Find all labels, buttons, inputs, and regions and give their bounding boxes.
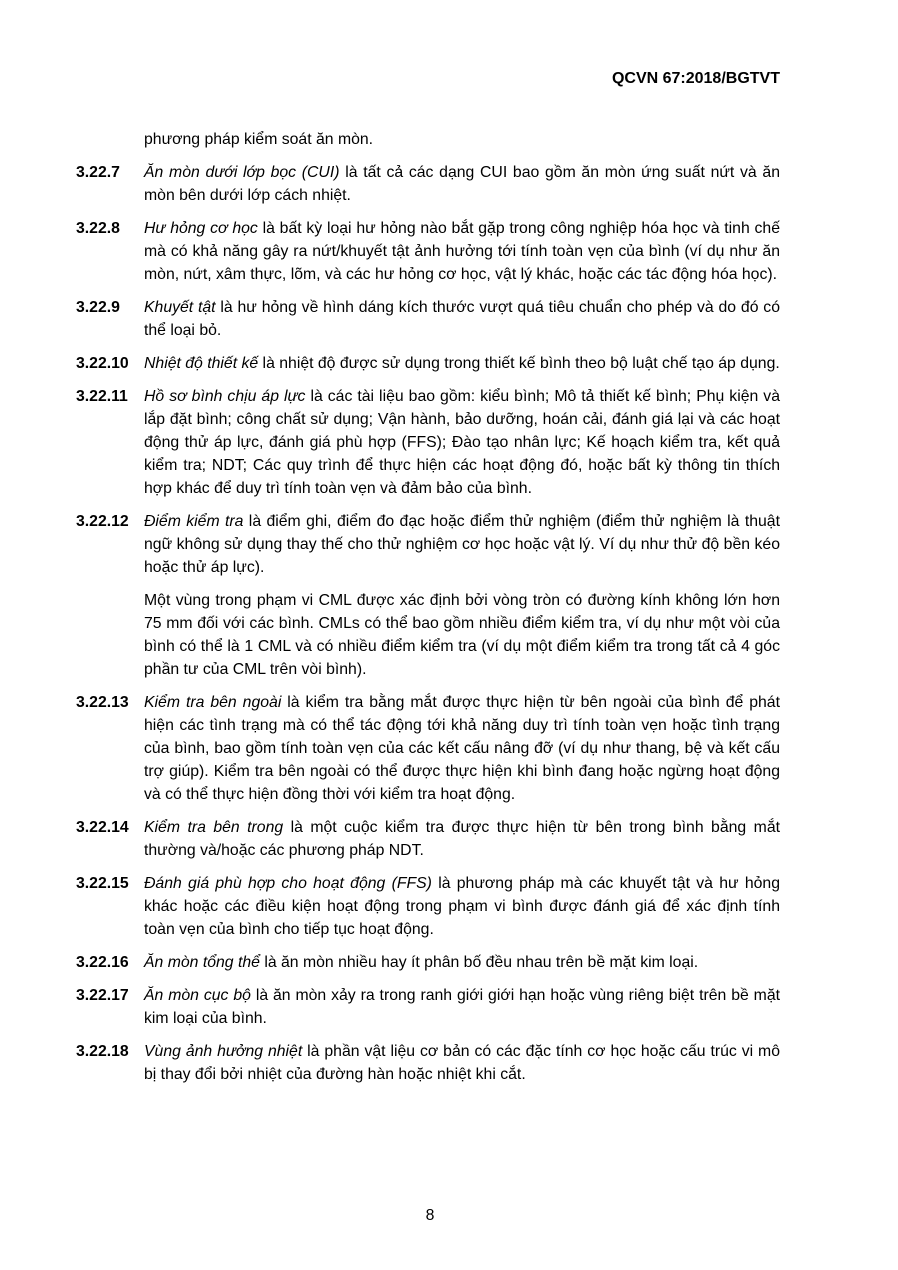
definition-text: là ăn mòn xảy ra trong ranh giới giới hạn hoặc vùng riêng biệt trên bề mặt kim loại của bình.: [144, 987, 781, 1027]
defined-term: Vùng ảnh hưởng nhiệt: [144, 1043, 303, 1060]
definition-text: là phương pháp mà các khuyết tật và hư hỏng khác hoặc các điều kiện hoạt động trong phạm vi bình được đánh giá để xác định tính toàn vẹn của bình cho tiếp tục hoạt động.: [144, 875, 780, 938]
definition-text: là điểm ghi, điểm đo đạc hoặc điểm thử nghiệm (điểm thử nghiệm là thuật ngữ không sử dụng thay thế cho thử nghiệm cơ học hoặc vật lý. Ví dụ như thử độ bền kéo hoặc thử áp lực).: [144, 513, 780, 576]
clause-number: 3.22.9: [76, 299, 120, 316]
defined-term: Khuyết tật: [144, 299, 216, 316]
definition-text: là bất kỳ loại hư hỏng nào bắt gặp trong công nghiệp hóa học và tinh chế mà có khả năng gây ra nứt/khuyết tật ảnh hưởng tới tính toàn vẹn của bình (ví dụ như ăn mòn, nứt, xâm thực, lõm, và các hư hỏng cơ học, vật lý khác, hoặc các tác động hóa học).: [144, 220, 780, 283]
definition-body: [144, 510, 780, 681]
definition-body: [144, 161, 780, 207]
definition-entry: [76, 691, 780, 806]
definition-text: là ăn mòn nhiều hay ít phân bố đều nhau trên bề mặt kim loại.: [259, 954, 699, 971]
definition-entry: [76, 161, 780, 207]
definition-entry: [76, 872, 780, 941]
definition-paragraph: [144, 161, 780, 207]
clause-number: 3.22.12: [76, 513, 129, 530]
clause-number: 3.22.17: [76, 987, 129, 1004]
definition-entry: [76, 296, 780, 342]
defined-term: Ăn mòn cục bộ: [144, 987, 251, 1004]
clause-number: 3.22.18: [76, 1043, 129, 1060]
definition-paragraph: [144, 872, 780, 941]
definition-paragraph: [144, 816, 780, 862]
document-code-header: QCVN 67:2018/BGTVT: [611, 70, 780, 87]
definition-body: [144, 296, 780, 342]
definition-paragraph: [144, 217, 780, 286]
defined-term: Đánh giá phù hợp cho hoạt động (FFS): [144, 875, 432, 892]
definition-paragraph: [144, 296, 780, 342]
definition-paragraph: [144, 385, 780, 500]
defined-term: Ăn mòn dưới lớp bọc (CUI): [144, 164, 340, 181]
clause-number: 3.22.7: [76, 164, 120, 181]
defined-term: Ăn mòn tổng thể: [144, 954, 260, 971]
clause-number: 3.22.8: [76, 220, 120, 237]
definition-text: là tất cả các dạng CUI bao gồm ăn mòn ứng suất nứt và ăn mòn bên dưới lớp cách nhiệt.: [144, 164, 780, 204]
definition-entry: [76, 352, 780, 375]
clause-number: 3.22.15: [76, 875, 129, 892]
definition-entry: [76, 951, 780, 974]
definition-body: [144, 872, 780, 941]
definition-list: [76, 161, 780, 1086]
definition-entry: [76, 217, 780, 286]
definition-paragraph: [144, 691, 780, 806]
defined-term: Kiểm tra bên trong: [144, 819, 284, 836]
defined-term: Hồ sơ bình chịu áp lực: [144, 388, 306, 405]
definition-text: là các tài liệu bao gồm: kiểu bình; Mô tả thiết kế bình; Phụ kiện và lắp đặt bình; công chất sử dụng; Vận hành, bảo dưỡng, hoán cải, đánh giá lại và các hoạt động thử áp lực, đánh giá phù hợp (FFS); Đào tạo nhân lực; Kế hoạch kiểm tra, kết quả kiểm tra; NDT; Các quy trình để thực hiện các hoạt động đó, hoặc bất kỳ thông tin thích hợp khác để duy trì tính toàn vẹn và đảm bảo của bình.: [144, 388, 780, 497]
defined-term: Điểm kiểm tra: [144, 513, 244, 530]
definition-text: là hư hỏng về hình dáng kích thước vượt quá tiêu chuẩn cho phép và do đó có thể loại bỏ.: [144, 299, 780, 339]
clause-number: 3.22.10: [76, 355, 129, 372]
definition-paragraph: [144, 984, 780, 1030]
definition-entry: [76, 816, 780, 862]
definition-body: [144, 217, 780, 286]
continuation-text: phương pháp kiểm soát ăn mòn.: [144, 131, 374, 148]
definition-text: là phần vật liệu cơ bản có các đặc tính cơ học hoặc cấu trúc vi mô bị thay đổi bởi nhiệt của đường hàn hoặc nhiệt khi cắt.: [144, 1043, 780, 1083]
document-body: [76, 128, 780, 1096]
definition-entry: [76, 385, 780, 500]
clause-number: 3.22.13: [76, 694, 129, 711]
definition-text: là nhiệt độ được sử dụng trong thiết kế bình theo bộ luật chế tạo áp dụng.: [258, 355, 780, 372]
definition-entry: [76, 510, 780, 681]
clause-number: 3.22.14: [76, 819, 129, 836]
definition-text: là một cuộc kiểm tra được thực hiện từ bên trong bình bằng mắt thường và/hoặc các phương pháp NDT.: [144, 819, 780, 859]
definition-body: [144, 1040, 780, 1086]
definition-body: [144, 984, 780, 1030]
definition-entry: [76, 1040, 780, 1086]
definition-paragraph: [144, 951, 780, 974]
defined-term: Kiểm tra bên ngoài: [144, 694, 282, 711]
clause-number: 3.22.11: [76, 388, 128, 405]
defined-term: Nhiệt độ thiết kế: [144, 355, 259, 372]
definition-text: là kiểm tra bằng mắt được thực hiện từ bên ngoài của bình để phát hiện các tình trạng mà có thể tác động tới khả năng duy trì tính toàn vẹn hoặc tình trạng của bình, bao gồm tính toàn vẹn của các kết cấu nâng đỡ (ví dụ như thang, bệ và kết cấu trợ giúp). Kiểm tra bên ngoài có thể được thực hiện khi bình đang hoặc ngừng hoạt động và có thể thực hiện đồng thời với kiểm tra hoạt động.: [144, 694, 780, 803]
definition-paragraph: [144, 352, 780, 375]
definition-body: [144, 816, 780, 862]
definition-paragraph: [144, 510, 780, 579]
definition-body: [144, 691, 780, 806]
page-number: 8: [425, 1207, 435, 1224]
definition-paragraph: [144, 1040, 780, 1086]
definition-entry: [76, 984, 780, 1030]
definition-body: [144, 352, 780, 375]
definition-body: [144, 385, 780, 500]
clause-number: 3.22.16: [76, 954, 129, 971]
definition-body: [144, 951, 780, 974]
definition-note-paragraph: Một vùng trong phạm vi CML được xác định bởi vòng tròn có đường kính không lớn hơn 75 mm đối với các bình. CMLs có thể bao gồm nhiều điểm kiểm tra, ví dụ như một vòi của bình có thể là 1 CML và có nhiều điểm kiểm tra (ví dụ một điểm kiểm tra trong tất cả 4 góc phần tư của CML trên vòi bình).: [144, 592, 780, 678]
defined-term: Hư hỏng cơ học: [144, 220, 258, 237]
